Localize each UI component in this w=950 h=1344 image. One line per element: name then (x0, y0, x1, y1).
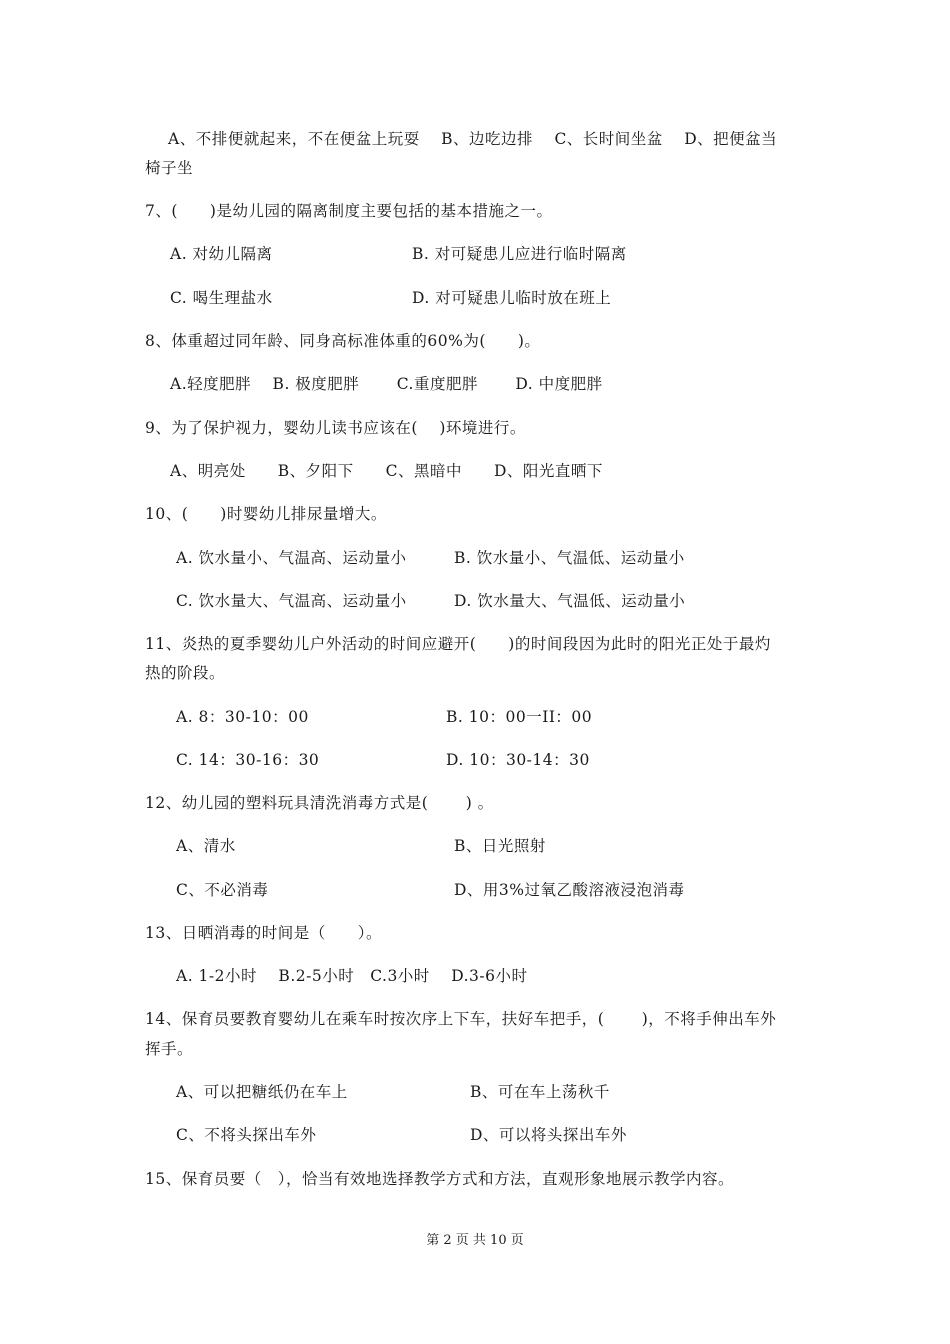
q11-option-b: B. 10：00一II：00 (446, 708, 593, 726)
q14-option-d: D、可以将头探出车外 (470, 1126, 627, 1144)
q12-option-c: C、不必消毒 (176, 881, 269, 899)
q11-option-a: A. 8：30-10：00 (176, 708, 309, 726)
q8-stem: 8、体重超过同年龄、同身高标准体重的60%为( )。 (145, 332, 541, 350)
q7-option-b: B. 对可疑患儿应进行临时隔离 (412, 245, 627, 263)
q6-options-line2: 椅子坐 (145, 159, 194, 177)
q14-option-b: B、可在车上荡秋千 (470, 1083, 610, 1101)
q10-option-b: B. 饮水量小、气温低、运动量小 (454, 549, 685, 567)
q9-options: A、明亮处 B、夕阳下 C、黑暗中 D、阳光直晒下 (170, 462, 603, 480)
q10-stem: 10、( )时婴幼儿排尿量增大。 (145, 505, 387, 523)
q10-option-d: D. 饮水量大、气温低、运动量小 (454, 592, 686, 610)
q14-option-c: C、不将头探出车外 (176, 1126, 317, 1144)
q13-options: A. 1-2小时 B.2-5小时 C.3小时 D.3-6小时 (176, 967, 528, 985)
q9-stem: 9、为了保护视力，婴幼儿读书应该在( )环境进行。 (145, 419, 526, 437)
q13-stem: 13、日晒消毒的时间是（ ）。 (145, 924, 382, 942)
q7-option-c: C. 喝生理盐水 (170, 289, 273, 307)
q10-option-c: C. 饮水量大、气温高、运动量小 (176, 592, 407, 610)
page-footer: 第 2 页 共 10 页 (426, 1233, 524, 1248)
q12-option-d: D、用3%过氧乙酸溶液浸泡消毒 (454, 881, 685, 899)
q11-stem-line2: 热的阶段。 (145, 664, 226, 682)
q11-option-d: D. 10：30-14：30 (446, 751, 590, 769)
q12-stem: 12、幼儿园的塑料玩具清洗消毒方式是( ) 。 (145, 794, 494, 812)
q14-stem-line1: 14、保育员要教育婴幼儿在乘车时按次序上下车，扶好车把手，( )，不将手伸出车外 (145, 1010, 777, 1028)
q7-option-d: D. 对可疑患儿临时放在班上 (412, 289, 612, 307)
q6-options-line1: A、不排便就起来，不在便盆上玩耍 B、边吃边排 C、长时间坐盆 D、把便盆当 (168, 130, 778, 148)
q11-option-c: C. 14：30-16：30 (176, 751, 320, 769)
q11-stem-line1: 11、炎热的夏季婴幼儿户外活动的时间应避开( )的时间段因为此时的阳光正处于最灼 (145, 635, 771, 653)
q7-option-a: A. 对幼儿隔离 (170, 245, 273, 263)
q7-stem: 7、( )是幼儿园的隔离制度主要包括的基本措施之一。 (145, 202, 553, 220)
q14-option-a: A、可以把糖纸仍在车上 (176, 1083, 348, 1101)
q12-option-b: B、日光照射 (454, 837, 546, 855)
q8-options: A.轻度肥胖 B. 极度肥胖 C.重度肥胖 D. 中度肥胖 (170, 375, 603, 393)
q10-option-a: A. 饮水量小、气温高、运动量小 (176, 549, 407, 567)
q12-option-a: A、清水 (176, 837, 236, 855)
q15-stem: 15、保育员要（ ），恰当有效地选择教学方式和方法，直观形象地展示教学内容。 (145, 1170, 734, 1188)
q14-stem-line2: 挥手。 (145, 1040, 194, 1058)
